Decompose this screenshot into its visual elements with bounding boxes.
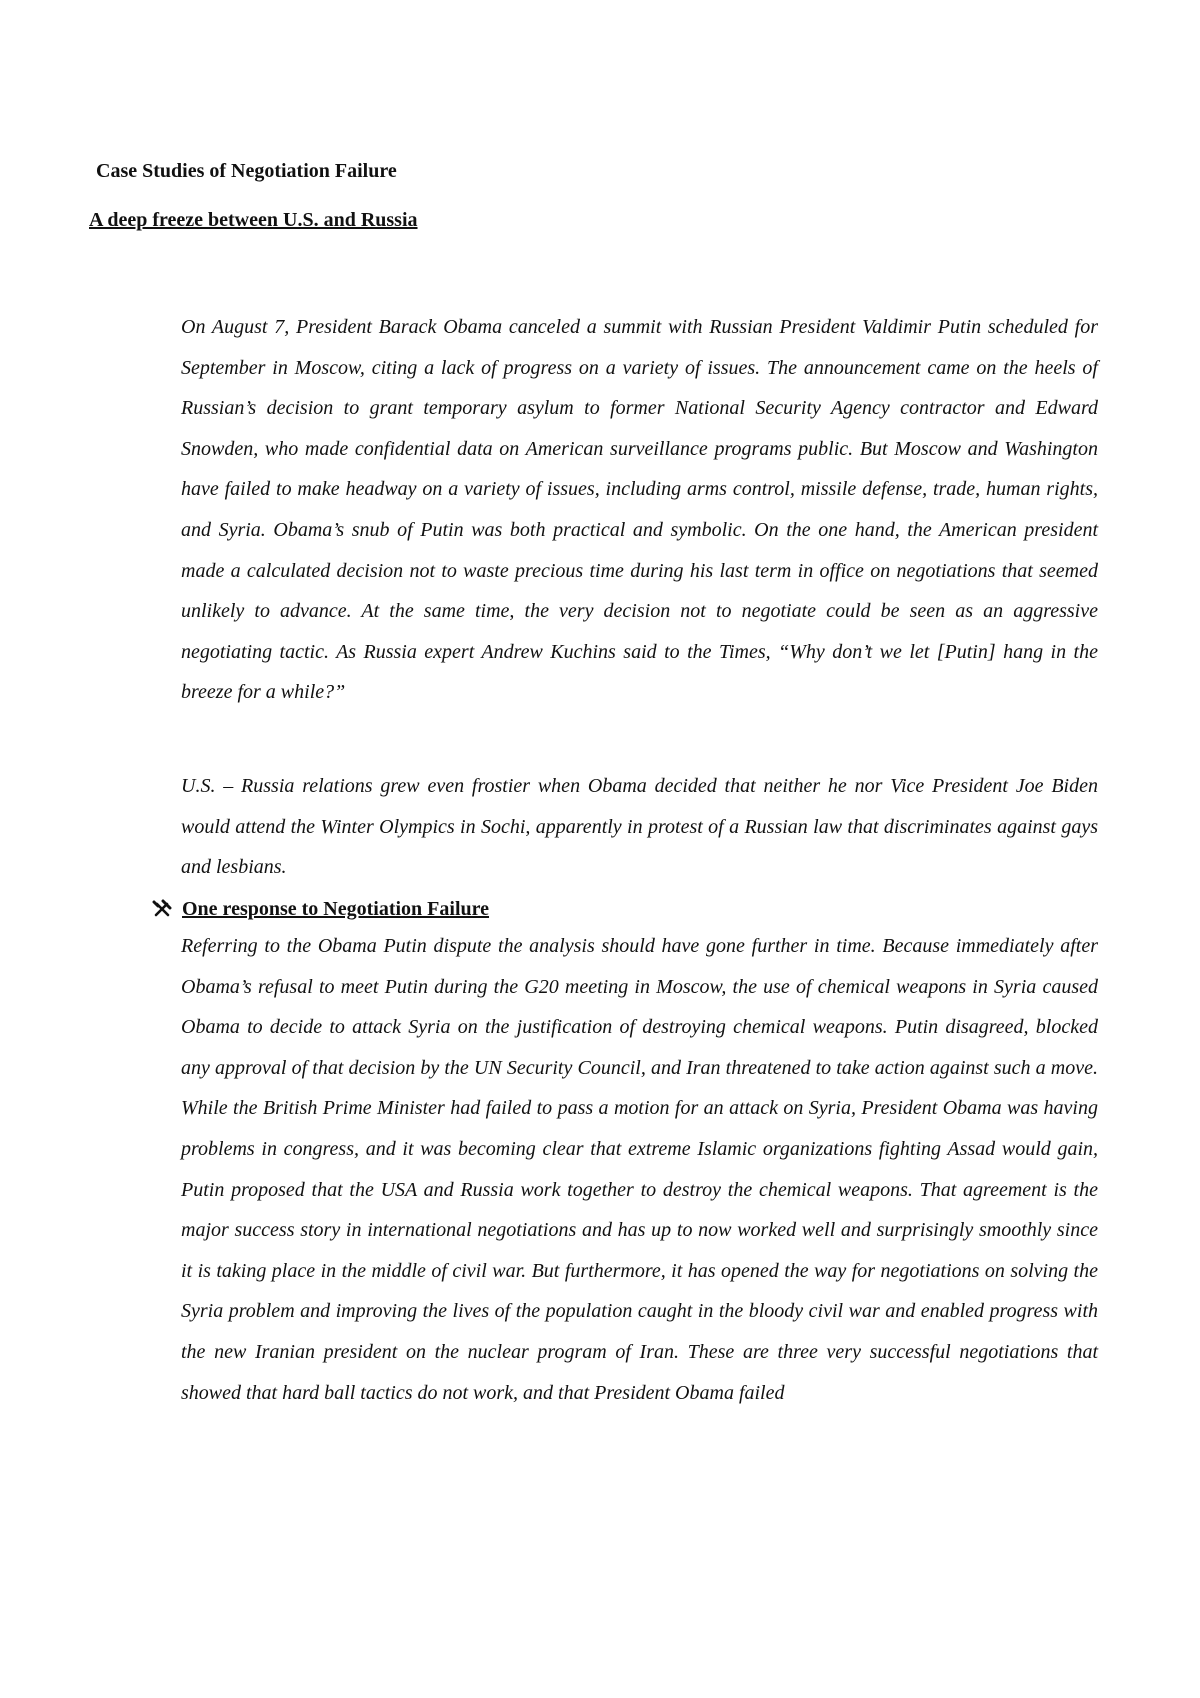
- tools-icon: [152, 899, 172, 919]
- paragraph-response: Referring to the Obama Putin dispute the analysis should have gone further in time. Because immediately after Obama’s refusal to meet Putin during the G20 meeting in Moscow, the use of chemical weapons in Syria caused Obama to decide to attack Syria on the justification of destroying chemical weapons. Putin disagreed, blocked any approval of that decision by the UN Security Council, and Iran threatened to take action against such a move. While the British Prime Minister had failed to pass a motion for an attack on Syria, President Obama was having problems in congress, and it was becoming clear that extreme Islamic organizations fighting Assad would gain, Putin proposed that the USA and Russia work together to destroy the chemical weapons. That agreement is the major success story in international negotiations and has up to now worked well and surprisingly smoothly since it is taking place in the middle of civil war. But furthermore, it has opened the way for negotiations on solving the Syria problem and improving the lives of the population caught in the bloody civil war and enabled progress with the new Iranian president on the nuclear program of Iran. These are three very successful negotiations that showed that hard ball tactics do not work, and that President Obama failed: [181, 935, 1098, 1404]
- document-title: Case Studies of Negotiation Failure: [96, 160, 397, 182]
- section-heading-deep-freeze: A deep freeze between U.S. and Russia: [89, 209, 418, 231]
- paragraph-summit-canceled: On August 7, President Barack Obama canceled a summit with Russian President Valdimir Putin scheduled for September in Moscow, citing a lack of progress on a variety of issues. The announcement came on the heels of Russian’s decision to grant temporary asylum to former National Security Agency contractor and Edward Snowden, who made confidential data on American surveillance programs public. But Moscow and Washington have failed to make headway on a variety of issues, including arms control, missile defense, trade, human rights, and Syria. Obama’s snub of Putin was both practical and symbolic. On the one hand, the American president made a calculated decision not to waste precious time during his last term in office on negotiations that seemed unlikely to advance. At the same time, the very decision not to negotiate could be seen as an aggressive negotiating tactic. As Russia expert Andrew Kuchins said to the Times, “Why don’t we let [Putin] hang in the breeze for a while?”: [181, 316, 1098, 704]
- paragraph-olympics-protest: U.S. – Russia relations grew even frostier when Obama decided that neither he nor Vice President Joe Biden would attend the Winter Olympics in Sochi, apparently in protest of a Russian law that discriminates against gays and lesbians.: [181, 775, 1098, 879]
- bullet-heading-response: [152, 896, 489, 922]
- section-heading-response: One response to Negotiation Failure: [182, 897, 490, 920]
